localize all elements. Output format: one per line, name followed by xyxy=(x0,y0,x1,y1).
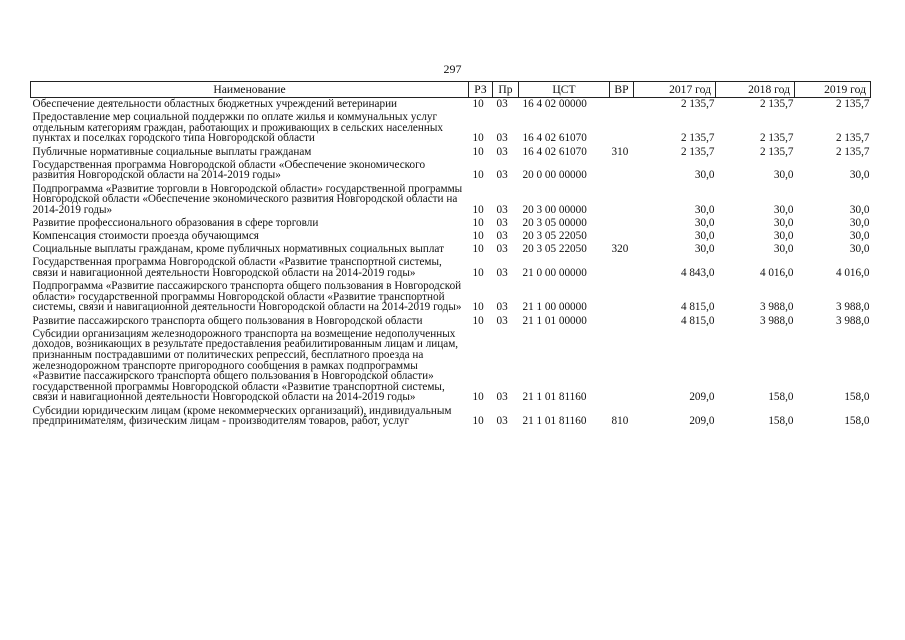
row-pr: 03 xyxy=(496,216,508,229)
row-rz: 10 xyxy=(472,98,484,110)
row-2018: 3 988,0 xyxy=(759,301,794,314)
table-row xyxy=(31,405,871,429)
header-2018: 2018 год xyxy=(716,82,795,98)
row-vr: 310 xyxy=(611,145,629,158)
row-2019: 30,0 xyxy=(849,216,870,229)
row-vr: 320 xyxy=(611,243,629,256)
row-2019: 30,0 xyxy=(849,203,870,216)
row-vr: 810 xyxy=(611,415,629,428)
row-2019: 2 135,7 xyxy=(835,132,870,145)
table-row xyxy=(31,111,871,145)
row-2017: 30,0 xyxy=(694,216,715,229)
row-rz: 10 xyxy=(472,301,484,314)
row-name: Государственная программа Новгородской области «Обеспечение экономического развития Новгородской области на 2014-2019 годы» xyxy=(32,158,426,182)
row-rz: 10 xyxy=(472,230,484,243)
row-2017: 2 135,7 xyxy=(680,145,715,158)
row-2018: 158,0 xyxy=(768,415,794,428)
row-name: Развитие пассажирского транспорта общего пользования в Новгородской области xyxy=(32,314,423,327)
row-cst: 20 0 00 00000 xyxy=(522,169,587,182)
row-vr xyxy=(610,315,634,328)
row-cst: 21 1 01 00000 xyxy=(522,314,587,327)
row-2019: 30,0 xyxy=(849,230,870,243)
row-2018: 30,0 xyxy=(773,203,794,216)
header-2019: 2019 год xyxy=(795,82,871,98)
row-vr xyxy=(610,111,634,145)
row-cst: 21 1 01 81160 xyxy=(522,415,587,428)
row-vr xyxy=(610,183,634,217)
row-2018: 4 016,0 xyxy=(759,267,794,280)
row-pr: 03 xyxy=(496,203,508,216)
row-rz: 10 xyxy=(472,314,484,327)
row-name: Государственная программа Новгородской области «Развитие транспортной системы, связи и навигационной деятельности Новгородской области на 2014-2019 годы» xyxy=(32,256,442,280)
row-name: Обеспечение деятельности областных бюджетных учреждений ветеринарии xyxy=(32,98,398,110)
row-name: Подпрограмма «Развитие торговли в Новгородской области» государственной программы Новгородской области «Обеспечение экономического развития Новгородской области на 2014-2019 годы» xyxy=(32,182,463,216)
row-2018: 30,0 xyxy=(773,230,794,243)
row-pr: 03 xyxy=(496,267,508,280)
row-2017: 30,0 xyxy=(694,230,715,243)
row-2018: 158,0 xyxy=(768,391,794,404)
row-vr xyxy=(610,328,634,405)
row-rz: 10 xyxy=(472,391,484,404)
row-2019: 4 016,0 xyxy=(835,267,870,280)
table-row xyxy=(31,230,871,243)
row-pr: 03 xyxy=(496,391,508,404)
row-2017: 4 843,0 xyxy=(680,267,715,280)
row-2018: 30,0 xyxy=(773,216,794,229)
header-2017: 2017 год xyxy=(634,82,716,98)
row-cst: 21 0 00 00000 xyxy=(522,267,587,280)
row-rz: 10 xyxy=(472,216,484,229)
row-2017: 30,0 xyxy=(694,203,715,216)
row-2019: 30,0 xyxy=(849,243,870,256)
row-2017: 30,0 xyxy=(694,243,715,256)
row-cst: 20 3 05 22050 xyxy=(522,230,587,243)
row-vr xyxy=(610,230,634,243)
row-2017: 2 135,7 xyxy=(680,132,715,145)
row-rz: 10 xyxy=(472,203,484,216)
row-vr xyxy=(610,256,634,280)
table-header-row xyxy=(31,82,871,98)
row-2018: 3 988,0 xyxy=(759,314,794,327)
row-2018: 2 135,7 xyxy=(759,132,794,145)
row-cst: 21 1 00 00000 xyxy=(522,301,587,314)
row-cst: 16 4 02 61070 xyxy=(522,132,587,145)
row-rz: 10 xyxy=(472,169,484,182)
table-row xyxy=(31,315,871,328)
row-2019: 3 988,0 xyxy=(835,314,870,327)
header-name: Наименование xyxy=(31,82,469,98)
row-2018: 2 135,7 xyxy=(759,145,794,158)
row-2019: 3 988,0 xyxy=(835,301,870,314)
row-cst: 20 3 05 00000 xyxy=(522,216,587,229)
row-name: Субсидии организациям железнодорожного транспорта на возмещение недополученных доходов, возникающих в результате предоставления реабилитированным лицам и лицам, признанным пострадавшими от политических репрессий, бесплатного проезда на железнодорожном транспорте пригородного сообщения в рамках подпрограммы «Развитие пассажирского транспорта общего пользования в Новгородской области» государственной программы Новгородской области «Развитие транспортной системы, связи и навигационной деятельности Новгородской области на 2014-2019 годы» xyxy=(32,327,459,404)
row-cst: 20 3 05 22050 xyxy=(522,243,587,256)
header-pr: Пр xyxy=(493,82,519,98)
row-pr: 03 xyxy=(496,243,508,256)
header-rz: РЗ xyxy=(469,82,493,98)
table-row xyxy=(31,183,871,217)
row-2018: 2 135,7 xyxy=(759,98,794,110)
table-row xyxy=(31,243,871,256)
table-row xyxy=(31,280,871,314)
row-vr xyxy=(610,217,634,230)
row-pr: 03 xyxy=(496,314,508,327)
row-name: Социальные выплаты гражданам, кроме публичных нормативных социальных выплат xyxy=(32,243,444,256)
row-2019: 30,0 xyxy=(849,169,870,182)
table-row xyxy=(31,98,871,112)
row-pr: 03 xyxy=(496,132,508,145)
row-pr: 03 xyxy=(496,145,508,158)
row-pr: 03 xyxy=(496,98,508,110)
row-2017: 4 815,0 xyxy=(680,301,715,314)
row-rz: 10 xyxy=(472,132,484,145)
row-pr: 03 xyxy=(496,301,508,314)
row-vr xyxy=(610,280,634,314)
table-row xyxy=(31,146,871,159)
header-cst: ЦСТ xyxy=(519,82,610,98)
row-2017: 4 815,0 xyxy=(680,314,715,327)
row-vr xyxy=(610,159,634,183)
row-cst: 21 1 01 81160 xyxy=(522,391,587,404)
row-2017: 30,0 xyxy=(694,169,715,182)
budget-table xyxy=(30,81,871,428)
row-2017: 209,0 xyxy=(689,391,715,404)
row-2019: 2 135,7 xyxy=(835,98,870,110)
row-rz: 10 xyxy=(472,267,484,280)
row-rz: 10 xyxy=(472,145,484,158)
row-name: Развитие профессионального образования в сфере торговли xyxy=(32,216,319,229)
row-name: Компенсация стоимости проезда обучающимся xyxy=(32,230,259,243)
row-name: Субсидии юридическим лицам (кроме некоммерческих организаций), индивидуальным предпринимателям, физическим лицам - производителям товаров, работ, услуг xyxy=(32,404,452,428)
row-pr: 03 xyxy=(496,415,508,428)
row-2018: 30,0 xyxy=(773,243,794,256)
row-2019: 158,0 xyxy=(844,415,870,428)
page-number: 297 xyxy=(443,62,462,76)
header-vr: ВР xyxy=(610,82,634,98)
table-row xyxy=(31,159,871,183)
row-cst: 16 4 02 61070 xyxy=(522,145,587,158)
row-rz: 10 xyxy=(472,243,484,256)
row-name: Публичные нормативные социальные выплаты гражданам xyxy=(32,145,312,158)
table-row xyxy=(31,328,871,405)
table-row xyxy=(31,256,871,280)
row-2017: 209,0 xyxy=(689,415,715,428)
row-name: Подпрограмма «Развитие пассажирского транспорта общего пользования в Новгородской области» государственной программы Новгородской области «Развитие транспортной системы, связи и навигационной деятельности Новгородской области на 2014-2019 годы» xyxy=(32,280,462,314)
row-rz: 10 xyxy=(472,415,484,428)
row-cst: 16 4 02 00000 xyxy=(522,98,587,110)
row-vr xyxy=(610,98,634,112)
row-2019: 158,0 xyxy=(844,391,870,404)
row-pr: 03 xyxy=(496,169,508,182)
row-name: Предоставление мер социальной поддержки по оплате жилья и коммунальных услуг отдельным категориям граждан, работающих и проживающих в сельских населенных пунктах и поселках городского типа Новгородской области xyxy=(32,111,443,145)
row-2018: 30,0 xyxy=(773,169,794,182)
row-cst: 20 3 00 00000 xyxy=(522,203,587,216)
row-2017: 2 135,7 xyxy=(680,98,715,110)
table-row xyxy=(31,217,871,230)
row-2019: 2 135,7 xyxy=(835,145,870,158)
row-pr: 03 xyxy=(496,230,508,243)
